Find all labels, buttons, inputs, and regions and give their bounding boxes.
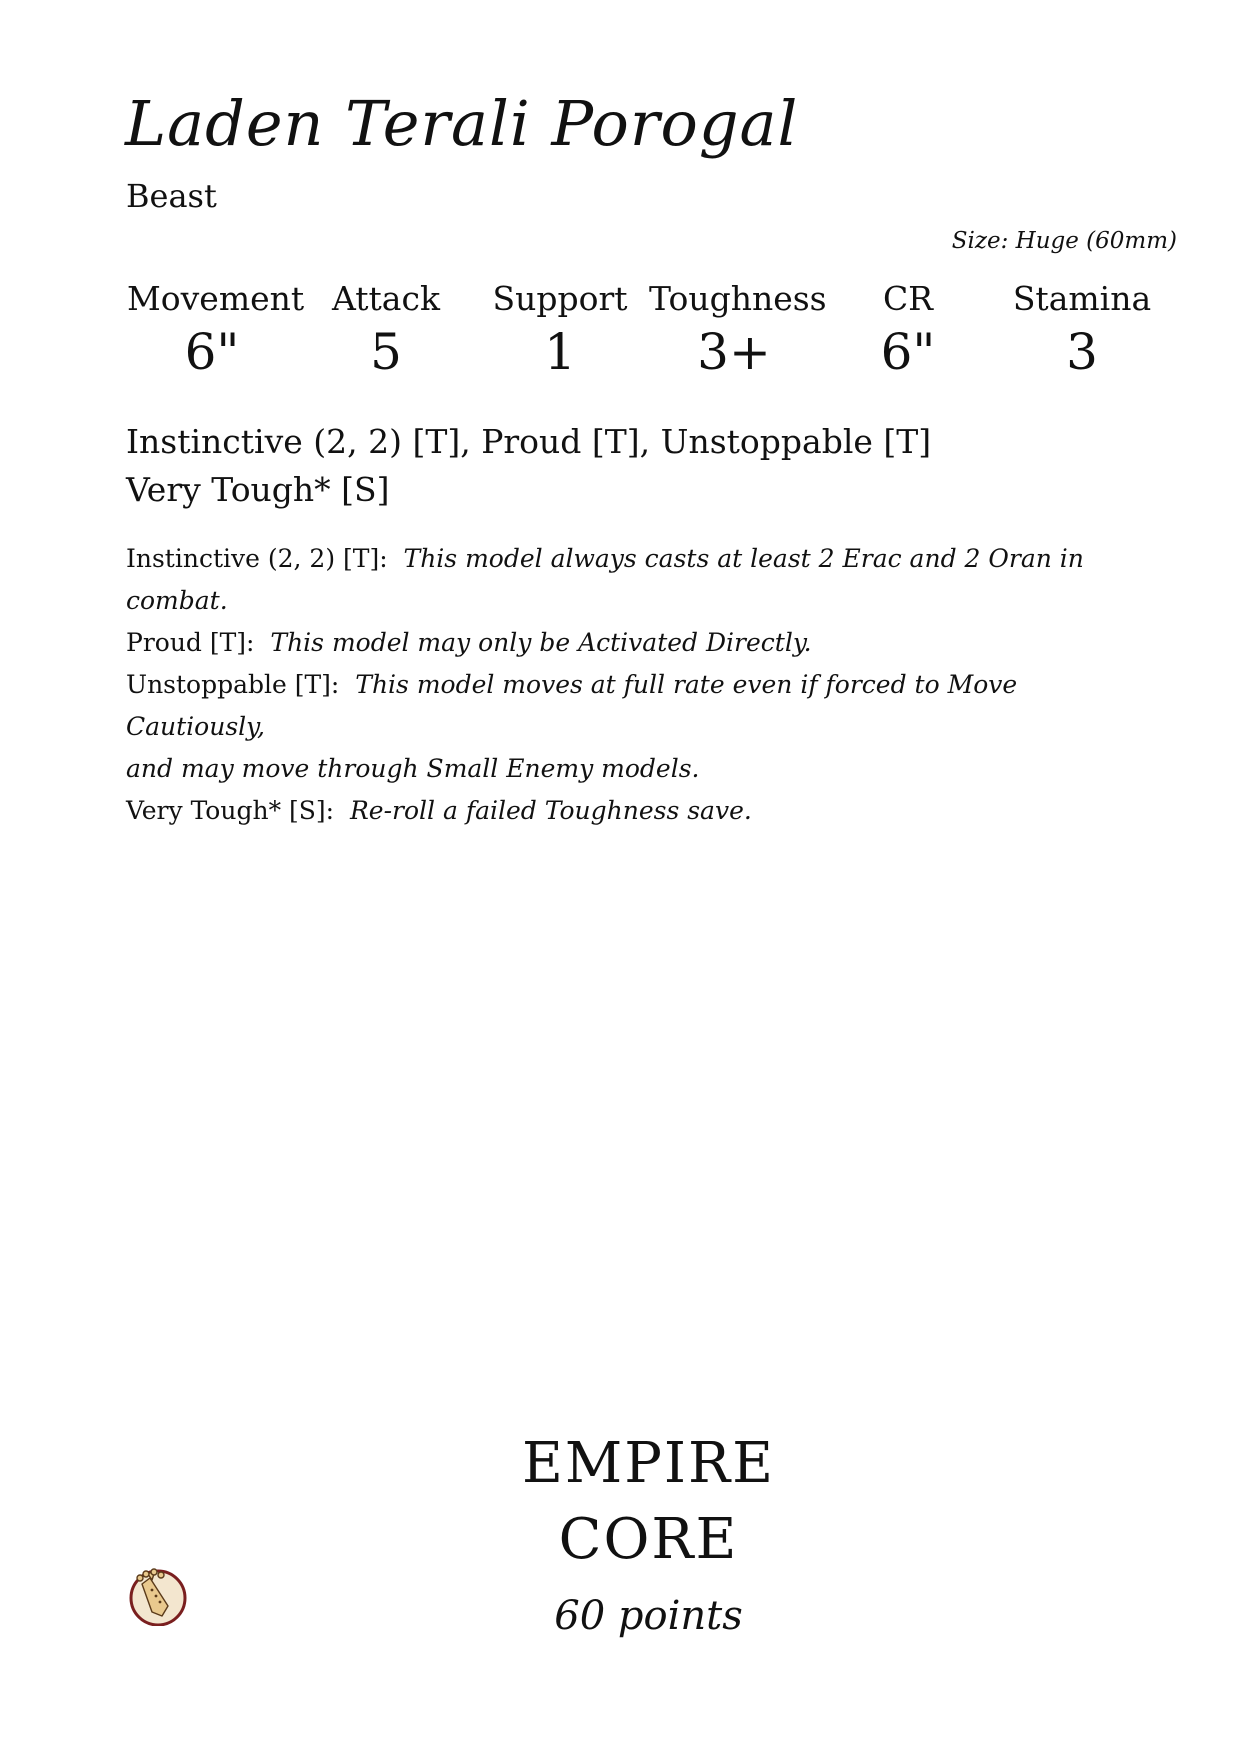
rule-instinctive <box>126 538 1086 580</box>
stat-label: CR <box>882 279 934 318</box>
points-label: 60 points <box>554 1593 743 1639</box>
category-label: CORE <box>558 1507 739 1572</box>
stat-support <box>475 278 645 382</box>
rule-proud <box>126 622 1086 664</box>
rule-text: This model may only be Activated Directly. <box>270 628 812 657</box>
rule-text: This model always casts at least 2 Erac and 2 Oran in <box>403 544 1084 573</box>
stat-value: 3 <box>1066 323 1098 381</box>
rule-text: combat. <box>126 586 228 615</box>
rule-name: Very Tough* [S]: <box>126 796 335 825</box>
stat-label: Support <box>492 279 628 318</box>
rule-text: and may move through Small Enemy models. <box>126 754 700 783</box>
faction-label: EMPIRE <box>521 1431 776 1496</box>
rule-name: Proud [T]: <box>126 628 255 657</box>
rule-text: Re-roll a failed Toughness save. <box>349 796 752 825</box>
rules-summary <box>126 418 931 514</box>
unit-size: Size: Huge (60mm) <box>951 228 1177 254</box>
stat-attack <box>301 278 471 382</box>
rules-summary-line: Instinctive (2, 2) [T], Proud [T], Unstoppable [T] <box>126 422 932 461</box>
stat-value: 3+ <box>697 323 771 381</box>
stat-label: Toughness <box>649 279 827 318</box>
rule-continuation <box>126 748 1086 790</box>
hand-seal-icon <box>128 1566 188 1626</box>
rule-name: Instinctive (2, 2) [T]: <box>126 544 388 573</box>
stat-value: 1 <box>544 323 576 381</box>
stat-label: Stamina <box>1012 279 1152 318</box>
stat-stamina <box>997 278 1167 382</box>
stat-block <box>0 278 1241 398</box>
stat-label: Movement <box>127 279 305 318</box>
stat-label: Attack <box>332 279 440 318</box>
rule-text: This model moves at full rate even if forced to Move Cautiously, <box>126 670 1018 741</box>
rule-name: Unstoppable [T]: <box>126 670 340 699</box>
rule-unstoppable <box>126 664 1086 748</box>
faction-name <box>0 1428 1241 1500</box>
stat-value: 5 <box>370 323 402 381</box>
unit-type: Beast <box>126 177 217 215</box>
rules-summary-line: Very Tough* [S] <box>126 470 390 509</box>
rule-continuation <box>126 580 1086 622</box>
stat-toughness <box>649 278 827 382</box>
unit-title: Laden Terali Porogal <box>125 87 799 160</box>
stat-value: 6" <box>880 323 936 381</box>
stat-value: 6" <box>184 323 240 381</box>
stat-cr <box>823 278 993 382</box>
rules-descriptions <box>126 538 1086 832</box>
rule-very-tough <box>126 790 1086 832</box>
stat-movement <box>127 278 305 382</box>
